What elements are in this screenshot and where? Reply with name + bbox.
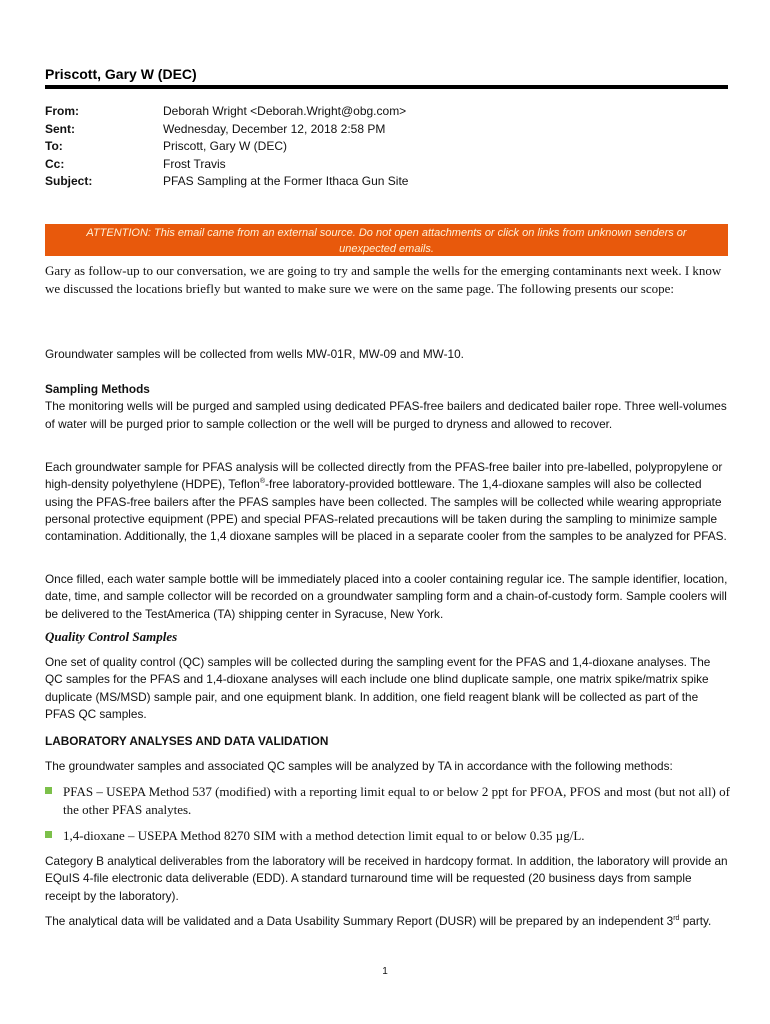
bullet-square-icon [45,831,52,838]
list-item [45,827,735,845]
methods-bullet-list [45,783,735,845]
bullet-text: 1,4-dioxane – USEPA Method 8270 SIM with a method detection limit equal to or below 0.35 µg/L. [63,828,585,843]
quality-control-paragraph [45,654,730,723]
laboratory-section [45,733,730,750]
list-item [45,783,735,818]
header-value: Frost Travis [163,156,226,171]
sampling-paragraph-2 [45,459,730,545]
header-label: Sent: [45,121,75,136]
header-from [45,103,408,121]
laboratory-heading: LABORATORY ANALYSES AND DATA VALIDATION [45,734,329,748]
sampling-methods-section [45,381,730,433]
quality-control-text: One set of quality control (QC) samples will be collected during the sampling event for the PFAS and 1,4-dioxane analyses. The QC samples for the PFAS and 1,4-dioxane analyses will each include one blind duplicate sample, one matrix spike/matrix spike duplicate (MS/MSD) sample pair, and one equipment blank. In addition, one field reagent blank will be collected as part of the PFAS QC samples. [45,655,711,721]
sampling-p2-part-a: Each groundwater sample for PFAS analysis will be collected directly from the PFAS-free bailer into pre-labelled, polypropylene or high-density polyethylene (HDPE), Teflon [45,460,723,492]
laboratory-text: The groundwater samples and associated QC samples will be analyzed by TA in accordance with the following methods: [45,759,673,773]
bullet-text: PFAS – USEPA Method 537 (modified) with a reporting limit equal to or below 2 ppt for PFOA, PFOS and most (but not all) of the other PFAS analytes. [63,784,730,817]
quality-control-heading: Quality Control Samples [45,629,178,644]
sampling-p2-part-b: -free laboratory-provided bottleware. The 1,4-dioxane samples will also be collected using the PFAS-free bailers after the PFAS samples have been collected. The samples will be collected while wearing appropriate personal protective equipment (PPE) and special PFAS-related precautions will be taken during the sampling to minimize sample contamination. Additionally, the 1,4 dioxane samples will be placed in a separate cooler from the samples to be analyzed for PFAS. [45,477,727,544]
email-headers [45,103,408,191]
intro-paragraph: Gary as follow-up to our conversation, we are going to try and sample the wells for the emerging contaminants next week. I know we discussed the locations briefly but wanted to make sure we were on the same page. The following presents our scope: [45,263,722,296]
category-b-paragraph [45,853,730,905]
header-rule [45,85,728,89]
bullet-square-icon [45,787,52,794]
registered-mark: ® [259,478,266,486]
wells-sentence: Groundwater samples will be collected from wells MW-01R, MW-09 and MW-10. [45,347,464,361]
dusr-paragraph [45,913,730,930]
sampling-paragraph-2-text [45,459,730,545]
header-subject [45,173,408,191]
wells-paragraph [45,346,730,363]
mailbox-owner: Priscott, Gary W (DEC) [45,66,197,82]
sampling-paragraph-3 [45,571,730,623]
header-label: Subject: [45,174,93,189]
page-number: 1 [382,966,388,977]
category-b-text: Category B analytical deliverables from the laboratory will be received in hardcopy format. In addition, the laboratory will provide an EQuIS 4-file electronic data deliverable (EDD). A standard turnaround time will be requested (20 business days from sample receipt by the laboratory). [45,854,728,903]
ordinal-suffix: rd [673,915,680,923]
laboratory-paragraph [45,758,730,775]
dusr-part-a: The analytical data will be validated and a Data Usability Summary Report (DUSR) will be prepared by an independent 3 [45,914,674,928]
header-value: Deborah Wright <Deborah.Wright@obg.com> [163,104,407,118]
header-label: From: [45,104,79,118]
sampling-methods-heading: Sampling Methods [45,382,150,396]
header-value: Priscott, Gary W (DEC) [163,139,288,154]
header-value: PFAS Sampling at the Former Ithaca Gun Site [163,174,409,189]
dusr-text [45,913,730,930]
header-label: To: [45,139,63,154]
header-cc [45,156,408,174]
header-value: Wednesday, December 12, 2018 2:58 PM [163,121,386,136]
sampling-paragraph-1: The monitoring wells will be purged and sampled using dedicated PFAS-free bailers and dedicated bailer rope. Three well-volumes of water will be purged prior to sample collection or the well will be purged to dryness and allowed to recover. [45,399,727,431]
sampling-paragraph-3-text: Once filled, each water sample bottle will be immediately placed into a cooler containing regular ice. The sample identifier, location, date, time, and sample collector will be recorded on a groundwater sampling form and a chain-of-custody form. Sample coolers will be delivered to the TestAmerica (TA) shipping center in Syracuse, New York. [45,572,728,621]
dusr-part-b: party. [679,914,712,928]
header-to [45,138,408,156]
header-label: Cc: [45,156,65,171]
header-sent [45,121,408,139]
external-email-warning-banner: ATTENTION: This email came from an external source. Do not open attachments or click on links from unknown senders or unexpected emails. [45,224,728,256]
